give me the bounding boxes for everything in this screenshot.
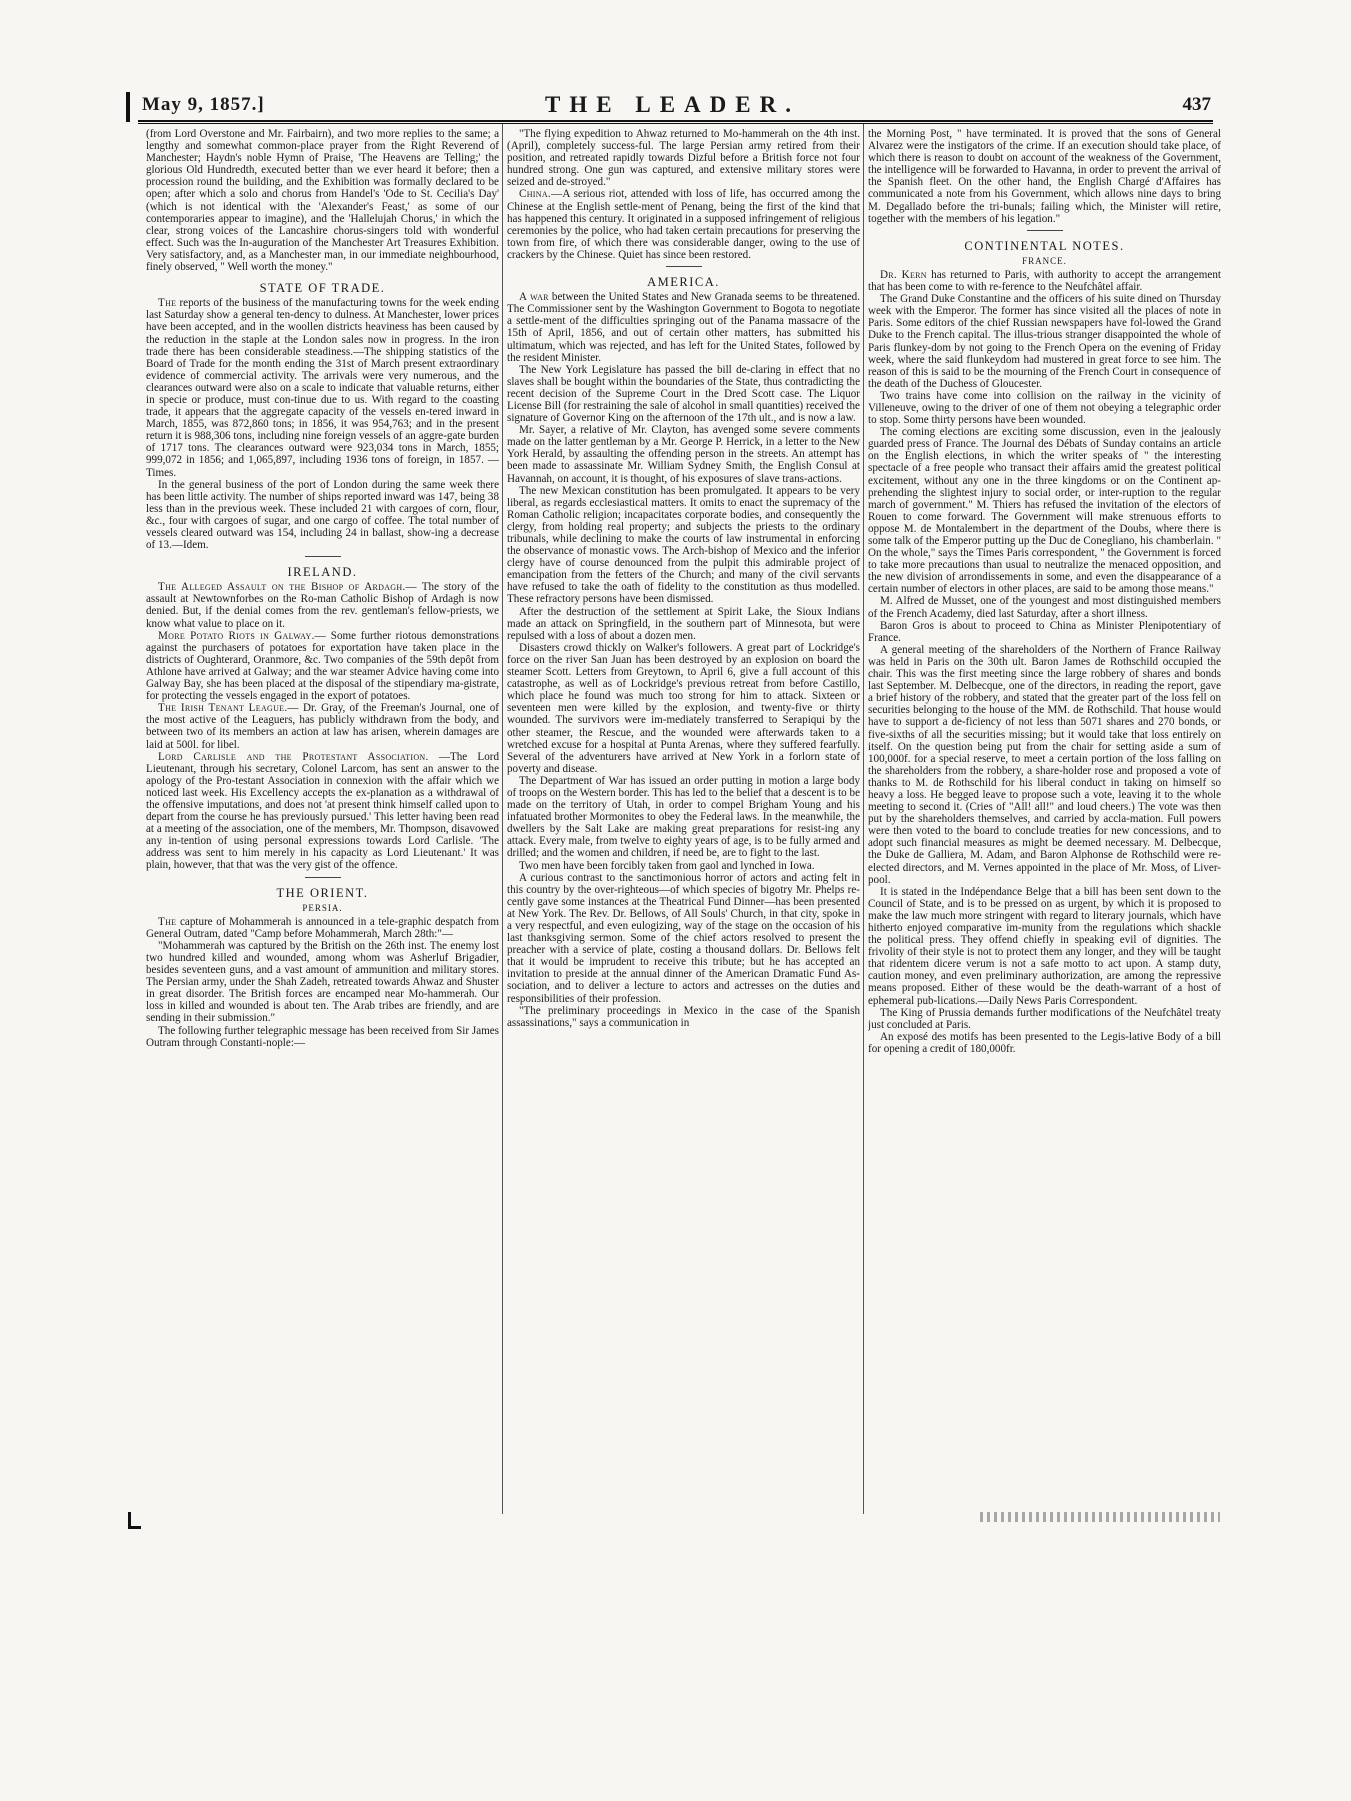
margin-mark [128,1512,141,1529]
article-paragraph: A serious riot, attended with loss of life, has occurred among the Chinese at the English settle-ment of Penang, being the first of the kind that has happened this century. It originated in a supposed infringement of religious ceremonies by the police, who had taken certain precautions for preserving the town from fire, of which there was considerable danger, owing to the use of crackers by the Chinese. Quiet has since been restored. [507,188,860,261]
article-paragraph: The new Mexican constitution has been promulgated. It appears to be very liberal, as regards ecclesiastical matters. It omits to enact the supremacy of the Roman Catholic religion; incapacitates corporate bodies, and consequently the clergy, from holding real property; and subjects the priests to the ordinary tribunals, while declining to make the courts of law instrumental in enforcing the observance of monastic vows. The Arch-bishop of Mexico and the inferior clergy have of course denounced from the pulpit this admirable project of emancipation from the fetters of the Church; and many of the civil servants have refused to take the oath of fidelity to the constitution as thus modelled. These refractory persons have been dismissed. [507,484,860,606]
quoted-dispatch: "The flying expedition to Ahwaz returned to Mo-hammerah on the 4th inst. (April), completely success-ful. The large Persian army retired from their position, and retreated rapidly towards Dizful before a British force not four hundred strong. One gun was captured, and extensive military stores were seized and de-stroyed." [507,128,860,189]
article-paragraph: It is stated in the Indépendance Belge that a bill has been sent down to the Council of State, and is to be pressed on as urgent, by which it is proposed to make the law much more stringent with regard to literary journals, which have hitherto enjoyed comparative im-munity from the regulations which shackle the political press. They offend chiefly in speaking evil of dignities. The frivolity of their style is not to protect them any longer, and they will be taught that ridentem dicere verum is not a safe motto to act upon. A stamp duty, caution money, and even preliminary authorization, are among the repressive means proposed. Either of these would be the death-warrant of a host of ephemeral pub-lications.—Daily News Paris Correspondent. [868,885,1221,1007]
column-3 [868,128,1221,1518]
section-heading: AMERICA. [647,275,720,290]
article-paragraph: Mr. Sayer, a relative of Mr. Clayton, has avenged some severe comments made on the latter gentleman by a Mr. George P. Herrick, in a letter to the New York Herald, by assaulting the offending person in the streets. An attempt has been made to assassinate Mr. William Sydney Smith, the English Consul at Havannah, on account, it is thought, of his exposures of slave trans-actions. [507,424,860,485]
lead-word: The [158,915,177,928]
section-divider [666,266,702,267]
article-paragraph: After the destruction of the settlement at Spirit Lake, the Sioux Indians made an attack on Springfield, in the southern part of Minnesota, but were repulsed with a loss of about a dozen men. [507,605,860,642]
article-paragraph: the Morning Post, " have terminated. It is proved that the sons of General Alvarez were the instigators of the crime. If an execution should take place, of which there is reason to doubt on account of the weakness of the Government, the intelligence will be forwarded to Havanna, in order to prevent the arrival of the Spanish fleet. On the other hand, the English Chargé d'Affaires has communicated a note from his Government, which allows nine days to bring M. Degallado before the tri-bunals; failing which, the Minister will retire, together with the members of his legation." [868,128,1221,225]
section-divider [305,877,341,878]
section-heading: THE ORIENT. [276,885,369,900]
column-2 [507,128,860,1518]
page-number: 437 [1182,94,1211,115]
article-paragraph: A curious contrast to the sanctimonious horror of actors and acting felt in this country by the over-righteous—of which species of bigotry Mr. Phelps re-cently gave some instances at the Theatrical Fund Dinner—has been presented at New York. The Rev. Dr. Bellows, of All Souls' Church, in that city, spoke in a very respectful, and even eulogizing, way of the stage on the occasion of his last thanksgiving sermon. Some of the chief actors resolved to present the preacher with a service of plate, costing a thousand dollars. Dr. Bellows felt that it would be imprudent to receive this tribute; but he has accepted an invitation to preside at the annual dinner of the American Dramatic Fund As-sociation, and to deliver a lecture to actors and actresses on the duties and responsibilities of their profession. [507,871,860,1005]
article-paragraph: Two men have been forcibly taken from gaol and lynched in Iowa. [519,859,815,872]
article-paragraph: The New York Legislature has passed the bill de-claring in effect that no slaves shall be bought within the boundaries of the State, thus contradicting the recent decision of the Supreme Court in the Dred Scott case. The Liquor License Bill (for restraining the sale of alcohol in small quantities) received the signature of Governor King on the afternoon of the 17th ult., and is now a law. [507,363,860,425]
article-paragraph: reports of the business of the manufacturing towns for the week ending last Saturday show a general ten-dency to dulness. At Manchester, lower prices have been accepted, and in the woollen districts heaviness has been caused by the reduction in the staple at the London sales now in progress. In the iron trade there has been considerable steadiness.—The shipping statistics of the Board of Trade for the month ending the 31st of March present extraordinary evidence of commercial activity. The arrivals were very numerous, and the clearances outward were also on a scale to indicate that valuable returns, either in specie or produce, must con-tinue due to us. With regard to the coasting trade, it appears that the aggregate capacity of the vessels en-tered inward in March, 1855, was 872,860 tons; in 1856, it was 954,763; and in the present return it is 988,306 tons, including nine foreign vessels of an aggre-gate burden of 1717 tons. The clearances outward were 923,034 tons in March, 1855; 999,072 in 1856; and 1,065,897, including 1936 tons of foreign, in 1857. —Times. [146,297,499,479]
newspaper-title: THE LEADER. [545,92,800,117]
issue-date: May 9, 1857.] [142,94,265,115]
article-paragraph: The story of the assault at Newtownforbes on the Ro-man Catholic Bishop of Ardagh is now denied. But, if the denial comes from the rev. gentleman's fellow-priests, we know what value to place on it. [146,581,499,630]
paragraph-lead: Lord Carlisle and the Protestant Association. [158,750,429,763]
article-paragraph: has returned to Paris, with authority to accept the arrangement that has been come to with re-ference to the Neufchâtel affair. [868,268,1221,294]
paragraph-lead: The Irish Tenant League.— [158,702,299,715]
article-paragraph: The coming elections are exciting some discussion, even in the jealously guarded press of France. The Journal des Débats of Sunday contains an article on the English elections, in which the writer speaks of " the interesting spectacle of a free people who transact their affairs amid the greatest political excitement, without any one in the three kingdoms or on the Continent ap-prehending the slightest injury to social order, or inter-ruption to the regular march of government." M. Thiers has refused the invitation of the electors of Rouen to come forward. The Government will make strenuous efforts to oppose M. de Montalembert in the department of the Doubs, where there is some talk of the Emperor putting up the Duc de Conegliano, his chamberlain. " On the whole," says the Times Paris correspondent, " the Government is forced to take more precautions than usual to neutralize the menaced opposition, and the new division of arrondissements in some, and even the disappearance of a certain number of electors in other places, are said to be among those means." [868,426,1221,596]
section-heading: IRELAND. [287,565,358,580]
section-heading: STATE OF TRADE. [259,281,386,296]
lead-word: Dr. Kern [880,268,927,281]
column-1 [146,128,499,1518]
article-paragraph: between the United States and New Granada seems to be threatened. The Commissioner sent by the Washington Government to Bogota to negotiate a settle-ment of the difficulties springing out of the Panama massacre of the 15th of April, 1856, and out of certain other matters, has submitted his ultimatum, which was rejected, and has left for the United States, followed by the resident Minister. [507,291,860,364]
quoted-dispatch: "Mohammerah was captured by the British on the 26th inst. The enemy lost two hundred killed and wounded, among whom was Asherluf Brigadier, besides seventeen guns, and a vast amount of ammunition and military stores. The Persian army, under the Shah Zadeh, retreated towards Ahwaz and Shuster in great disorder. The British forces are encamped near Mo-hammerah. Our loss in killed and wounded is about ten. The Arab tribes are friendly, and are sending in their submission." [146,939,499,1025]
article-paragraph: —The Lord Lieutenant, through his secretary, Colonel Larcom, has sent an answer to the apology of the Pro-testant Association in connexion with the affair which we noticed last week. His Excellency accepts the ex-planation as a withdrawal of the offensive imputations, and does not 'at present think himself called upon to depart from the course he has previously pursued.' This letter having been read at a meeting of the association, one of the members, Mr. Thompson, disavowed any in-tention of using personal expressions towards Lord Carlisle. 'The address was sent to him merely in his capacity as Lord Lieutenant.' It was plain, however, that that was the very gist of the offence. [146,750,499,872]
ink-scribble [980,1512,1220,1522]
article-paragraph: capture of Mohammerah is announced in a tele-graphic despatch from General Outram, dated "Camp before Mohammerah, March 28th:"— [146,915,499,940]
article-paragraph: Disasters crowd thickly on Walker's followers. A great part of Lockridge's force on the river San Juan has been destroyed by an explosion on board the steamer Scott. Letters from Greytown, to April 6, give a full account of this catastrophe, as well as of Lockridge's previous retreat from before Castillo, which place he found was much too strong for him to attack. Sixteen or seventeen men were killed by the explosion, and twenty-five or thirty wounded. The survivors were im-mediately transferred to Serapiqui by the other steamer, the Rescue, and the wounded were afterwards taken to a wretched excuse for a hospital at Punta Arenas, where they suffered fearfully. Several of the adventurers have arrived at New York in a forlorn state of poverty and disease. [507,641,860,775]
article-paragraph: The following further telegraphic message has been received from Sir James Outram through Constanti-nople:— [146,1024,499,1049]
article-paragraph: Two trains have come into collision on the railway in the vicinity of Villeneuve, owing to the driver of one of them not obeying a telegraphic order to stop. Some thirty persons have been wounded. [868,389,1221,427]
article-paragraph: Some further riotous demonstrations against the purchasers of potatoes for exportation have taken place in the districts of Oughterard, Oranmore, &c. Two companies of the 59th depôt from Athlone have arrived at Galway; and the war steamer Advice having come into Galway Bay, she has been placed at the disposal of the stipendiary ma-gistrate, for protecting the vessels engaged in the export of potatoes. [146,629,499,703]
section-divider [1027,230,1063,231]
paragraph-lead: The Alleged Assault on the Bishop of Ardagh.— [158,581,417,594]
article-paragraph: M. Alfred de Musset, one of the youngest and most distinguished members of the French Academy, died last Saturday, after a short illness. [868,595,1221,620]
article-paragraph: The Department of War has issued an order putting in motion a large body of troops on the Western border. This has led to the belief that a descent is to be made on the territory of Utah, in order to compel Brigham Young and his infatuated brother Mormonites to obey the Federal laws. In the meanwhile, the dwellers by the Salt Lake are making great preparations for resist-ing any attack. Every male, from twelve to eighty years of age, is to be fully armed and drilled; and the women and children, if need be, are to fight to the last. [507,774,860,860]
column-divider [863,124,864,1514]
article-paragraph: "The preliminary proceedings in Mexico in the case of the Spanish assassinations," says a communication in [507,1004,860,1029]
article-paragraph: An exposé des motifs has been presented to the Legis-lative Body of a bill for opening a credit of 180,000fr. [868,1030,1221,1055]
lead-word: A war [519,291,549,304]
article-paragraph: The King of Prussia demands further modifications of the Neufchâtel treaty just concluded at Paris. [868,1006,1221,1031]
article-paragraph: In the general business of the port of London during the same week there has been little activity. The number of ships reported inward was 147, being 38 less than in the previous week. These included 21 with cargoes of corn, flour, &c., four with cargoes of sugar, and one cargo of coffee. The total number of vessels cleared outward was 154, including 24 in ballast, show-ing a decrease of 13.—Idem. [146,478,499,552]
paragraph-lead: More Potato Riots in Galway.— [158,629,327,642]
paragraph-lead: China.— [519,188,563,201]
article-paragraph: A general meeting of the shareholders of the Northern of France Railway was held in Paris on the 30th ult. Baron James de Rothschild occupied the chair. This was the first meeting since the large robbery of shares and bonds last September. M. Delbecque, one of the directors, in reading the report, gave a brief history of the robbery, and stated that the greater part of the loss fell on securities belonging to the house of the MM. de Rothschild. That house would have to support a de-ficiency of not less than 5071 shares and 270 bonds, or five-sixths of all the securities missing; but it would take that loss entirely on itself. On the question being put from the chair for setting aside a sum of 100,000f. for a special reserve, to meet a certain portion of the loss falling on the shareholders from the robbery, a share-holder rose and proposed a vote of thanks to M. de Rothschild for his liberal conduct in taking on himself so heavy a loss. He begged leave to propose such a vote, leaving it to the whole meeting to second it. (Cries of "All! all!" and loud cheers.) The vote was then put by the shareholders themselves, and carried by accla-mation. Full powers were then voted to the board to conclude treaties for new concessions, and to adopt such financial measures as might be deemed necessary. M. Delbecque, the Duke de Galliera, M. Adam, and Baron Alphonse de Rothschild were re-elected directors, and M. Vernes appointed in the place of Mr. Moss, of Liver-pool. [868,643,1221,886]
lead-word: The [158,297,177,310]
section-divider [305,556,341,557]
article-paragraph: Dr. Gray, of the Freeman's Journal, one of the most active of the Leaguers, has publicly withdrawn from the body, and between two of its members an action at law has arisen, wherein damages are laid at 500l. for libel. [146,702,499,751]
section-heading: CONTINENTAL NOTES. [964,238,1125,253]
masthead-rule [138,120,1213,124]
sub-heading: PERSIA. [302,902,343,913]
article-paragraph: (from Lord Overstone and Mr. Fairbairn), and two more replies to the same; a lengthy and somewhat common-place prayer from the Right Reverend of Manchester; Haydn's noble Hymn of Praise, 'The Heavens are Telling;' the glorious Old Hundredth, executed better than we ever heard it before; then a procession round the building, and the Exhibition was formally declared to be open; after which a solo and chorus from Handel's 'Ode to St. Cecilia's Day' (which is not identical with the 'Alexander's Feast,' as some of our contemporaries appear to imagine), and the 'Hallelujah Chorus,' in which the clear, strong voices of the Lancashire chorus-singers told with wonderful effect. Such was the In-auguration of the Manchester Art Treasures Exhibition. Very satisfactory, and, as a Manchester man, in our immediate neighbourhood, finely observed, " Well worth the money." [146,128,499,274]
article-paragraph: Baron Gros is about to proceed to China as Minister Plenipotentiary of France. [868,619,1221,644]
masthead [130,94,1215,118]
article-paragraph: The Grand Duke Constantine and the officers of his suite dined on Thursday week with the Emperor. The former has since visited all the places of note in Paris. Some editors of the chief Russian newspapers have fol-lowed the Grand Duke to the French capital. The illus-trious stranger disappointed the whole of Paris flunkey-dom by not going to the French Opera on the evening of Friday week, where the said flunkeydom had mustered in great force to see him. The reason of this is said to be the mourning of the French Court in consequence of the death of the Duchess of Gloucester. [868,293,1221,390]
column-divider [502,124,503,1514]
sub-heading: FRANCE. [1022,255,1067,266]
